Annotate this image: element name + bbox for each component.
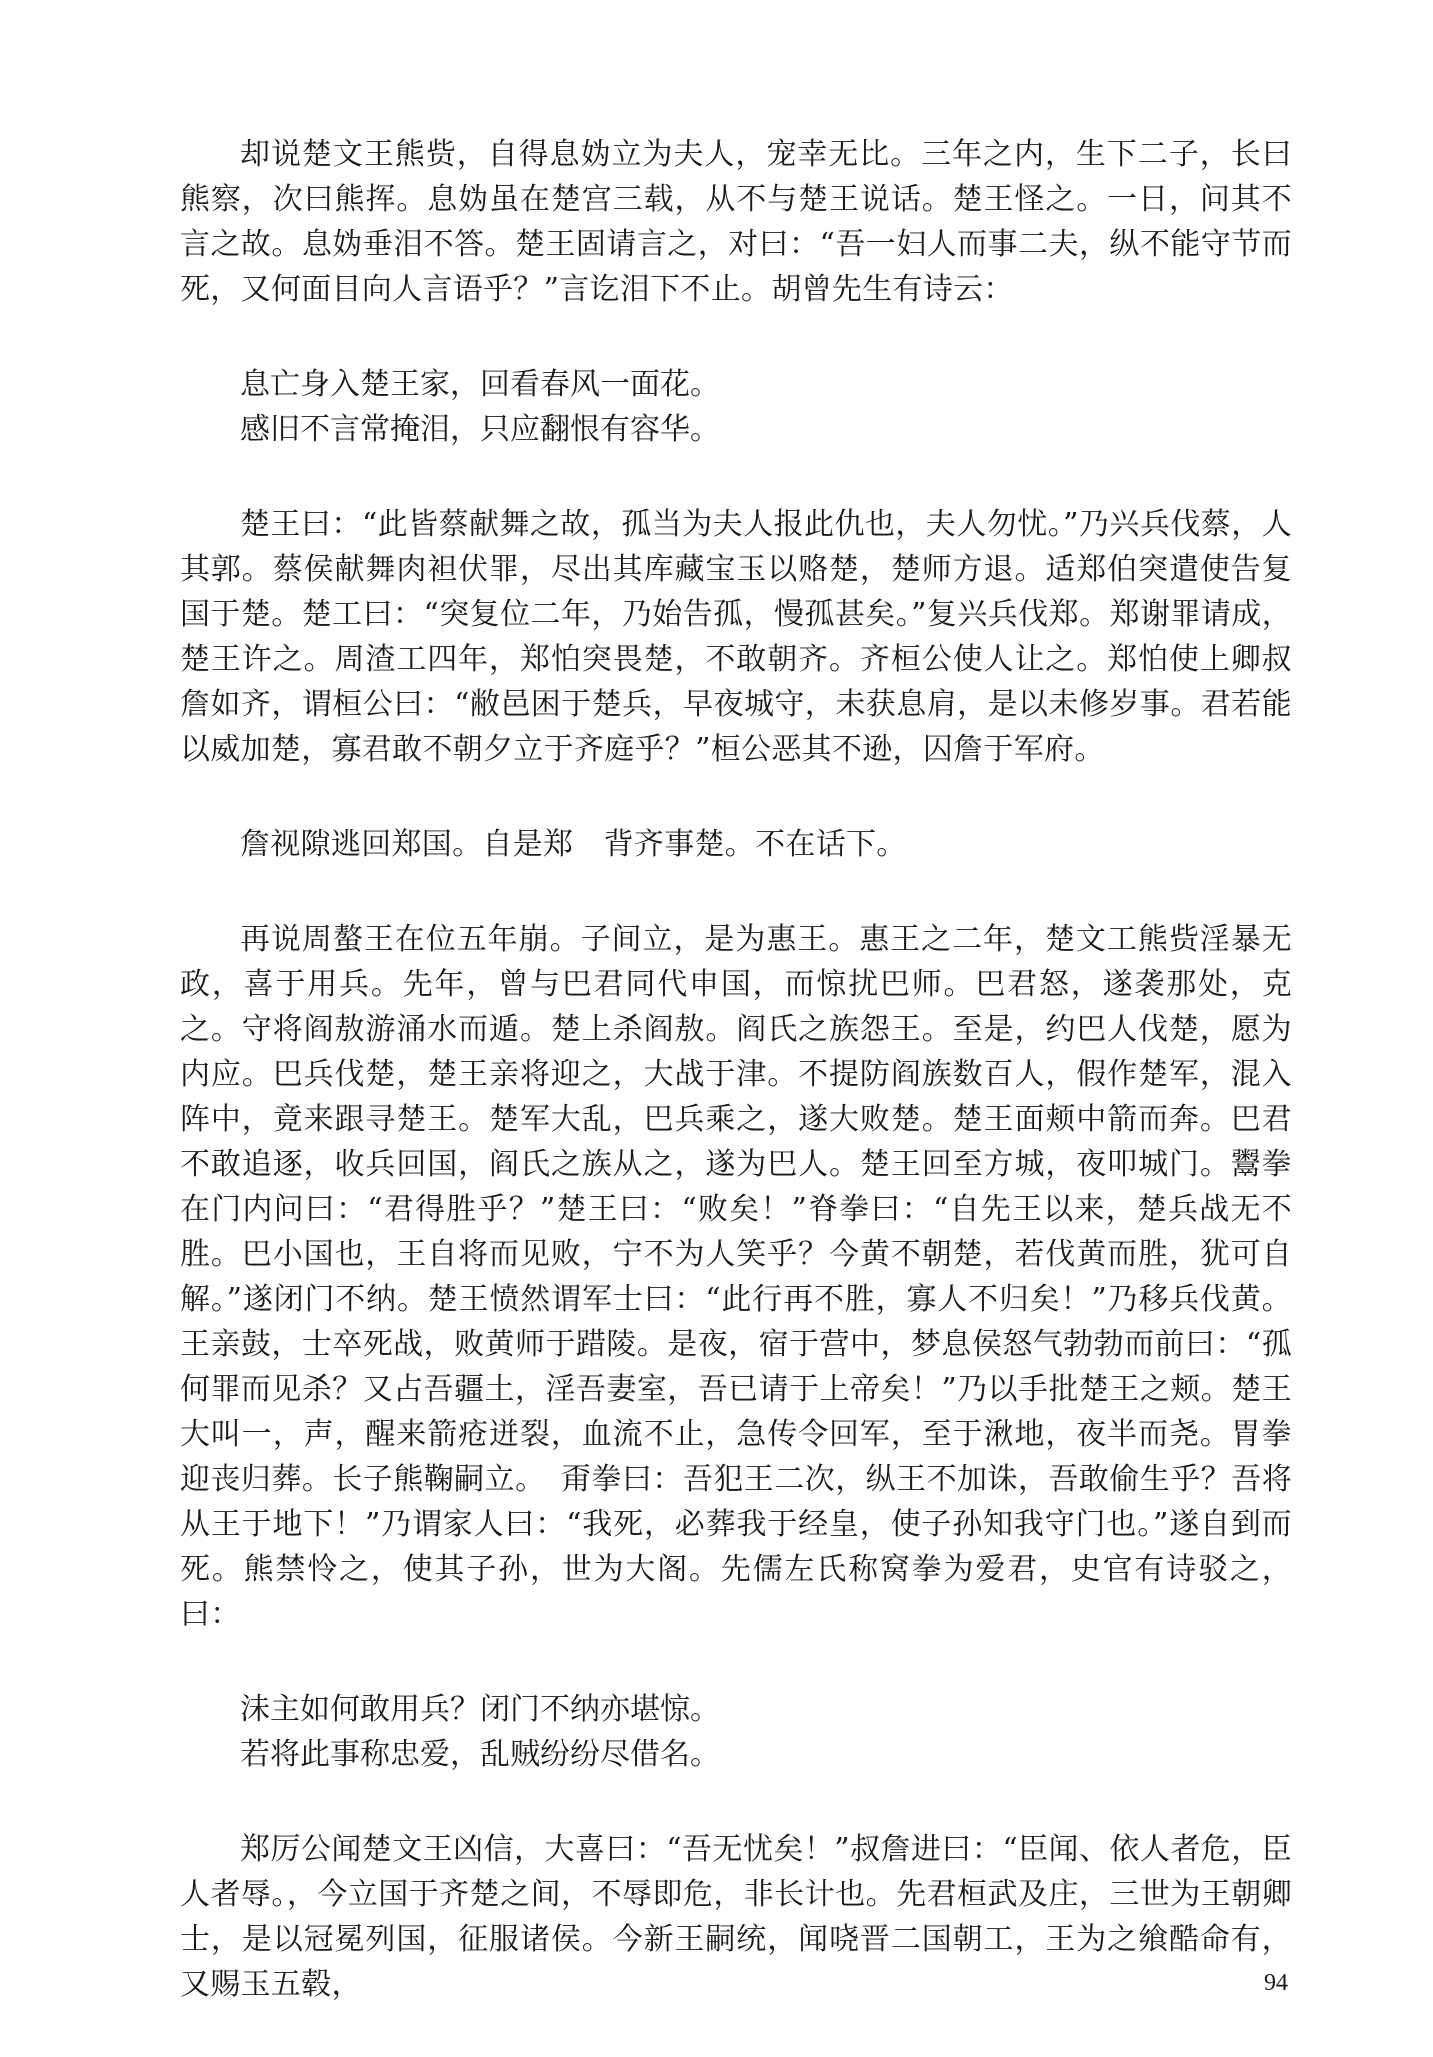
paragraph-2: 楚王曰：“此皆蔡献舞之故，孤当为夫人报此仇也，夫人勿忧。”乃兴兵伐蔡，人其郭。蔡侯献舞肉袒伏罪，尽出其库藏宝玉以赂楚，楚师方退。适郑伯突遣使告复国于楚。楚工曰：“突复位二年，乃始告孤，慢孤甚矣。”复兴兵伐郑。郑谢罪请成，楚王许之。周渣工四年，郑怕突畏楚，不敢朝齐。齐桓公使人让之。郑怕使上卿叔詹如齐，谓桓公曰：“敝邑困于楚兵，早夜城守，未获息肩，是以未修岁事。君若能以威加楚，寡君敢不朝夕立于齐庭乎？”桓公恶其不逊，囚詹于军府。	[180, 507, 1292, 767]
paragraph-4: 再说周螯王在位五年崩。子间立，是为惠王。惠王之二年，楚文工熊赀淫暴无政，喜于用兵。先年，曾与巴君同代申国，而惊扰巴师。巴君怒，遂袭那处，克之。守将阎敖游涌水而遁。楚上杀阎敖。阎氏之族怨王。至是，约巴人伐楚，愿为内应。巴兵伐楚，楚王亲将迎之，大战于津。不提防阎族数百人，假作楚军，混入阵中，竟来跟寻楚王。楚军大乱，巴兵乘之，遂大败楚。楚王面颊中箭而奔。巴君不敢追逐，收兵回国，阎氏之族从之，遂为巴人。楚王回至方城，夜叩城门。鬻拳在门内问曰：“君得胜乎？”楚王曰：“败矣！”脊拳曰：“自先王以来，楚兵战无不胜。巴小国也，王自将而见败，宁不为人笑乎？今黄不朝楚，若伐黄而胜，犹可自解。”遂闭门不纳。楚王愤然谓军士曰：“此行再不胜，寡人不归矣！”乃移兵伐黄。王亲鼓，士卒死战，败黄师于踖陵。是夜，宿于营中，梦息侯怒气勃勃而前曰：“孤何罪而见杀？又占吾疆土，淫吾妻室，吾已请于上帝矣！”乃以手批楚王之颊。楚王大叫一，声，醒来箭疮迸裂，血流不止，急传令回军，至于湫地，夜半而尧。胃拳迎丧归葬。长子熊鞠嗣立。 甭拳曰：吾犯王二次，纵王不加诛，吾敢偷生乎？吾将从王于地下！”乃谓家人曰：“我死，必葬我于经皇，使子孙知我守门也。”遂自到而死。熊禁怜之，使其子孙，世为大阁。先儒左氏称窝拳为爱君，史官有诗驳之，曰：	[180, 922, 1292, 1632]
paragraph-3: 詹视隙逃回郑国。自是郑 背齐事楚。不在话下。	[240, 827, 907, 862]
paragraph-1: 却说楚文王熊赀，自得息妫立为夫人，宠幸无比。三年之内，生下二子，长曰熊察，次曰熊挥。息妫虽在楚宫三载，从不与楚王说话。楚王怪之。一日，问其不言之故。息妫垂泪不答。楚王固请言之，对曰：“吾一妇人而事二夫，纵不能守节而死，又何面目向人言语乎？”言讫泪下不止。胡曾先生有诗云：	[180, 137, 1292, 307]
page-number: 94	[1264, 1970, 1288, 1996]
paragraph-5: 郑厉公闻楚文王凶信，大喜曰：“吾无忧矣！”叔詹进曰：“臣闻、依人者危，臣人者辱。，今立国于齐楚之间，不辱即危，非长计也。先君桓武及庄，三世为王朝卿士，是以冠冕列国，征服诸侯。今新王嗣统，闻哓晋二国朝工，王为之飨酷命有，又赐玉五毂，	[180, 1832, 1292, 2002]
poem-1	[180, 362, 1292, 452]
poem-line: 若将此事称忠爱，乱贼纷纷尽借名。	[240, 1737, 720, 1772]
poem-line: 沬主如何敢用兵？闭门不纳亦堪惊。	[240, 1692, 720, 1727]
page-content	[180, 132, 1292, 2057]
poem-line: 感旧不言常掩泪，只应翻恨有容华。	[240, 412, 720, 447]
poem-2	[180, 1687, 1292, 1777]
poem-line: 息亡身入楚王家，回看春风一面花。	[240, 367, 720, 402]
